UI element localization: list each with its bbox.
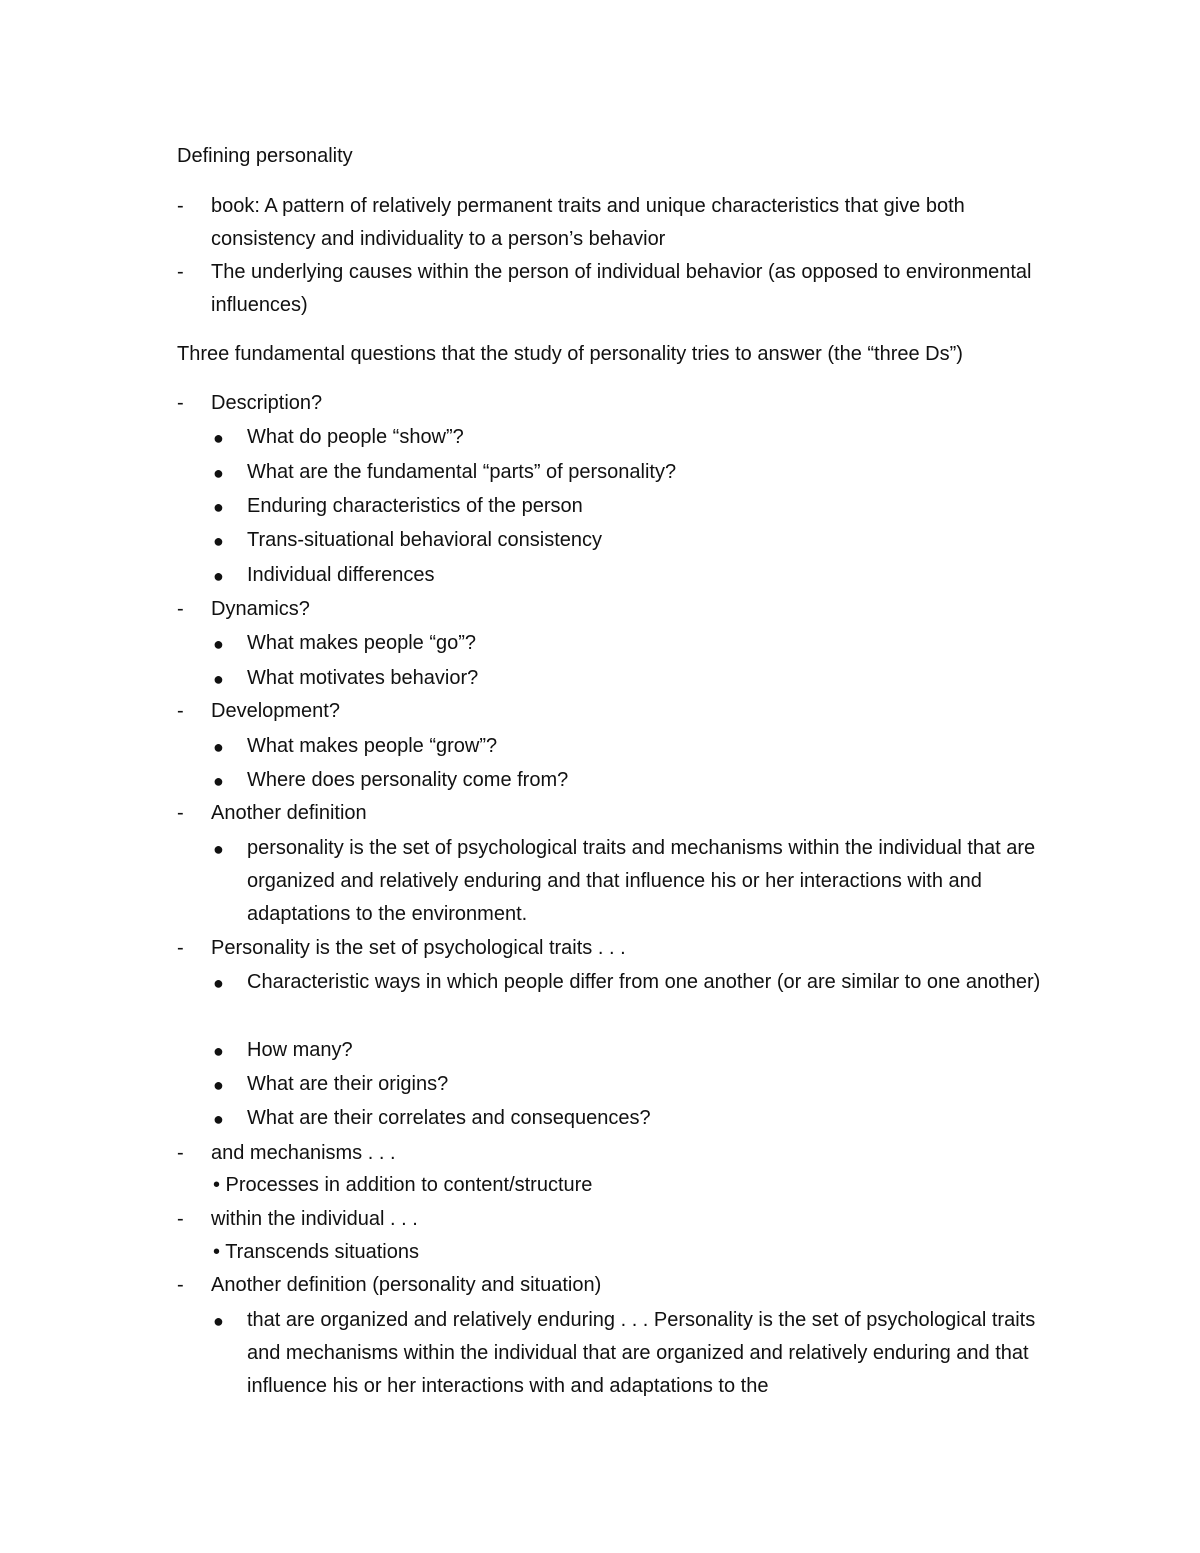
section-heading: Three fundamental questions that the study of personality tries to answer (the “three Ds”)	[177, 343, 963, 365]
dash-marker: -	[177, 195, 184, 217]
bullet-marker: ●	[213, 463, 224, 483]
bullet-marker: ●	[213, 771, 224, 791]
sub-line: • Transcends situations	[213, 1241, 419, 1263]
bullet-marker: ●	[213, 1041, 224, 1061]
item-label: Dynamics?	[211, 598, 310, 620]
bullet-text: What are the fundamental “parts” of personality?	[247, 461, 677, 483]
bullet-marker: ●	[213, 566, 224, 586]
dash-marker: -	[177, 261, 184, 283]
bullet-text: Trans-situational behavioral consistency	[247, 529, 602, 551]
bullet-text: What makes people “grow”?	[247, 735, 498, 757]
item-label: within the individual . . .	[211, 1208, 418, 1230]
bullet-text: Enduring characteristics of the person	[247, 495, 583, 517]
bullet-marker: ●	[213, 634, 224, 654]
dash-marker: -	[177, 700, 184, 722]
item-label: Description?	[211, 392, 323, 414]
dash-marker: -	[177, 937, 184, 959]
item-label: Another definition	[211, 802, 367, 824]
intro-item-text: book: A pattern of relatively permanent traits and unique characteristics that give both consistency and individuality to a person’s behavior	[211, 195, 965, 250]
bullet-marker: ●	[213, 1075, 224, 1095]
bullet-marker: ●	[213, 839, 224, 859]
bullet-marker: ●	[213, 737, 224, 757]
item-label: Another definition (personality and situation)	[211, 1274, 602, 1296]
bullet-marker: ●	[213, 1109, 224, 1129]
bullet-text: Individual differences	[247, 564, 435, 586]
intro-item-text: The underlying causes within the person of individual behavior (as opposed to environmental influences)	[211, 261, 1032, 316]
dash-marker: -	[177, 1274, 184, 1296]
item-label: Personality is the set of psychological traits . . .	[211, 937, 626, 959]
bullet-marker: ●	[213, 669, 224, 689]
bullet-marker: ●	[213, 531, 224, 551]
bullet-text: What do people “show”?	[247, 426, 464, 448]
bullet-text: How many?	[247, 1039, 353, 1061]
dash-marker: -	[177, 1208, 184, 1230]
dash-marker: -	[177, 598, 184, 620]
dash-marker: -	[177, 802, 184, 824]
dash-marker: -	[177, 392, 184, 414]
bullet-text: What motivates behavior?	[247, 667, 479, 689]
document-title: Defining personality	[177, 145, 353, 167]
bullet-text: What are their correlates and consequences?	[247, 1107, 651, 1129]
bullet-text: personality is the set of psychological traits and mechanisms within the individual that are organized and relatively enduring and that influence his or her interactions with and adaptations to the environment.	[247, 837, 1036, 925]
bullet-text: Characteristic ways in which people differ from one another (or are similar to one another)	[247, 971, 1041, 993]
bullet-text: that are organized and relatively enduring . . . Personality is the set of psychological traits and mechanisms within the individual that are organized and relatively enduring and that influence his or her interactions with and adaptations to the	[247, 1309, 1036, 1397]
bullet-marker: ●	[213, 973, 224, 993]
item-label: Development?	[211, 700, 340, 722]
bullet-text: What makes people “go”?	[247, 632, 477, 654]
bullet-text: What are their origins?	[247, 1073, 449, 1095]
sub-line: • Processes in addition to content/structure	[213, 1174, 593, 1196]
dash-marker: -	[177, 1142, 184, 1164]
bullet-text: Where does personality come from?	[247, 769, 569, 791]
bullet-marker: ●	[213, 1311, 224, 1331]
bullet-marker: ●	[213, 497, 224, 517]
bullet-marker: ●	[213, 428, 224, 448]
item-label: and mechanisms . . .	[211, 1142, 396, 1164]
